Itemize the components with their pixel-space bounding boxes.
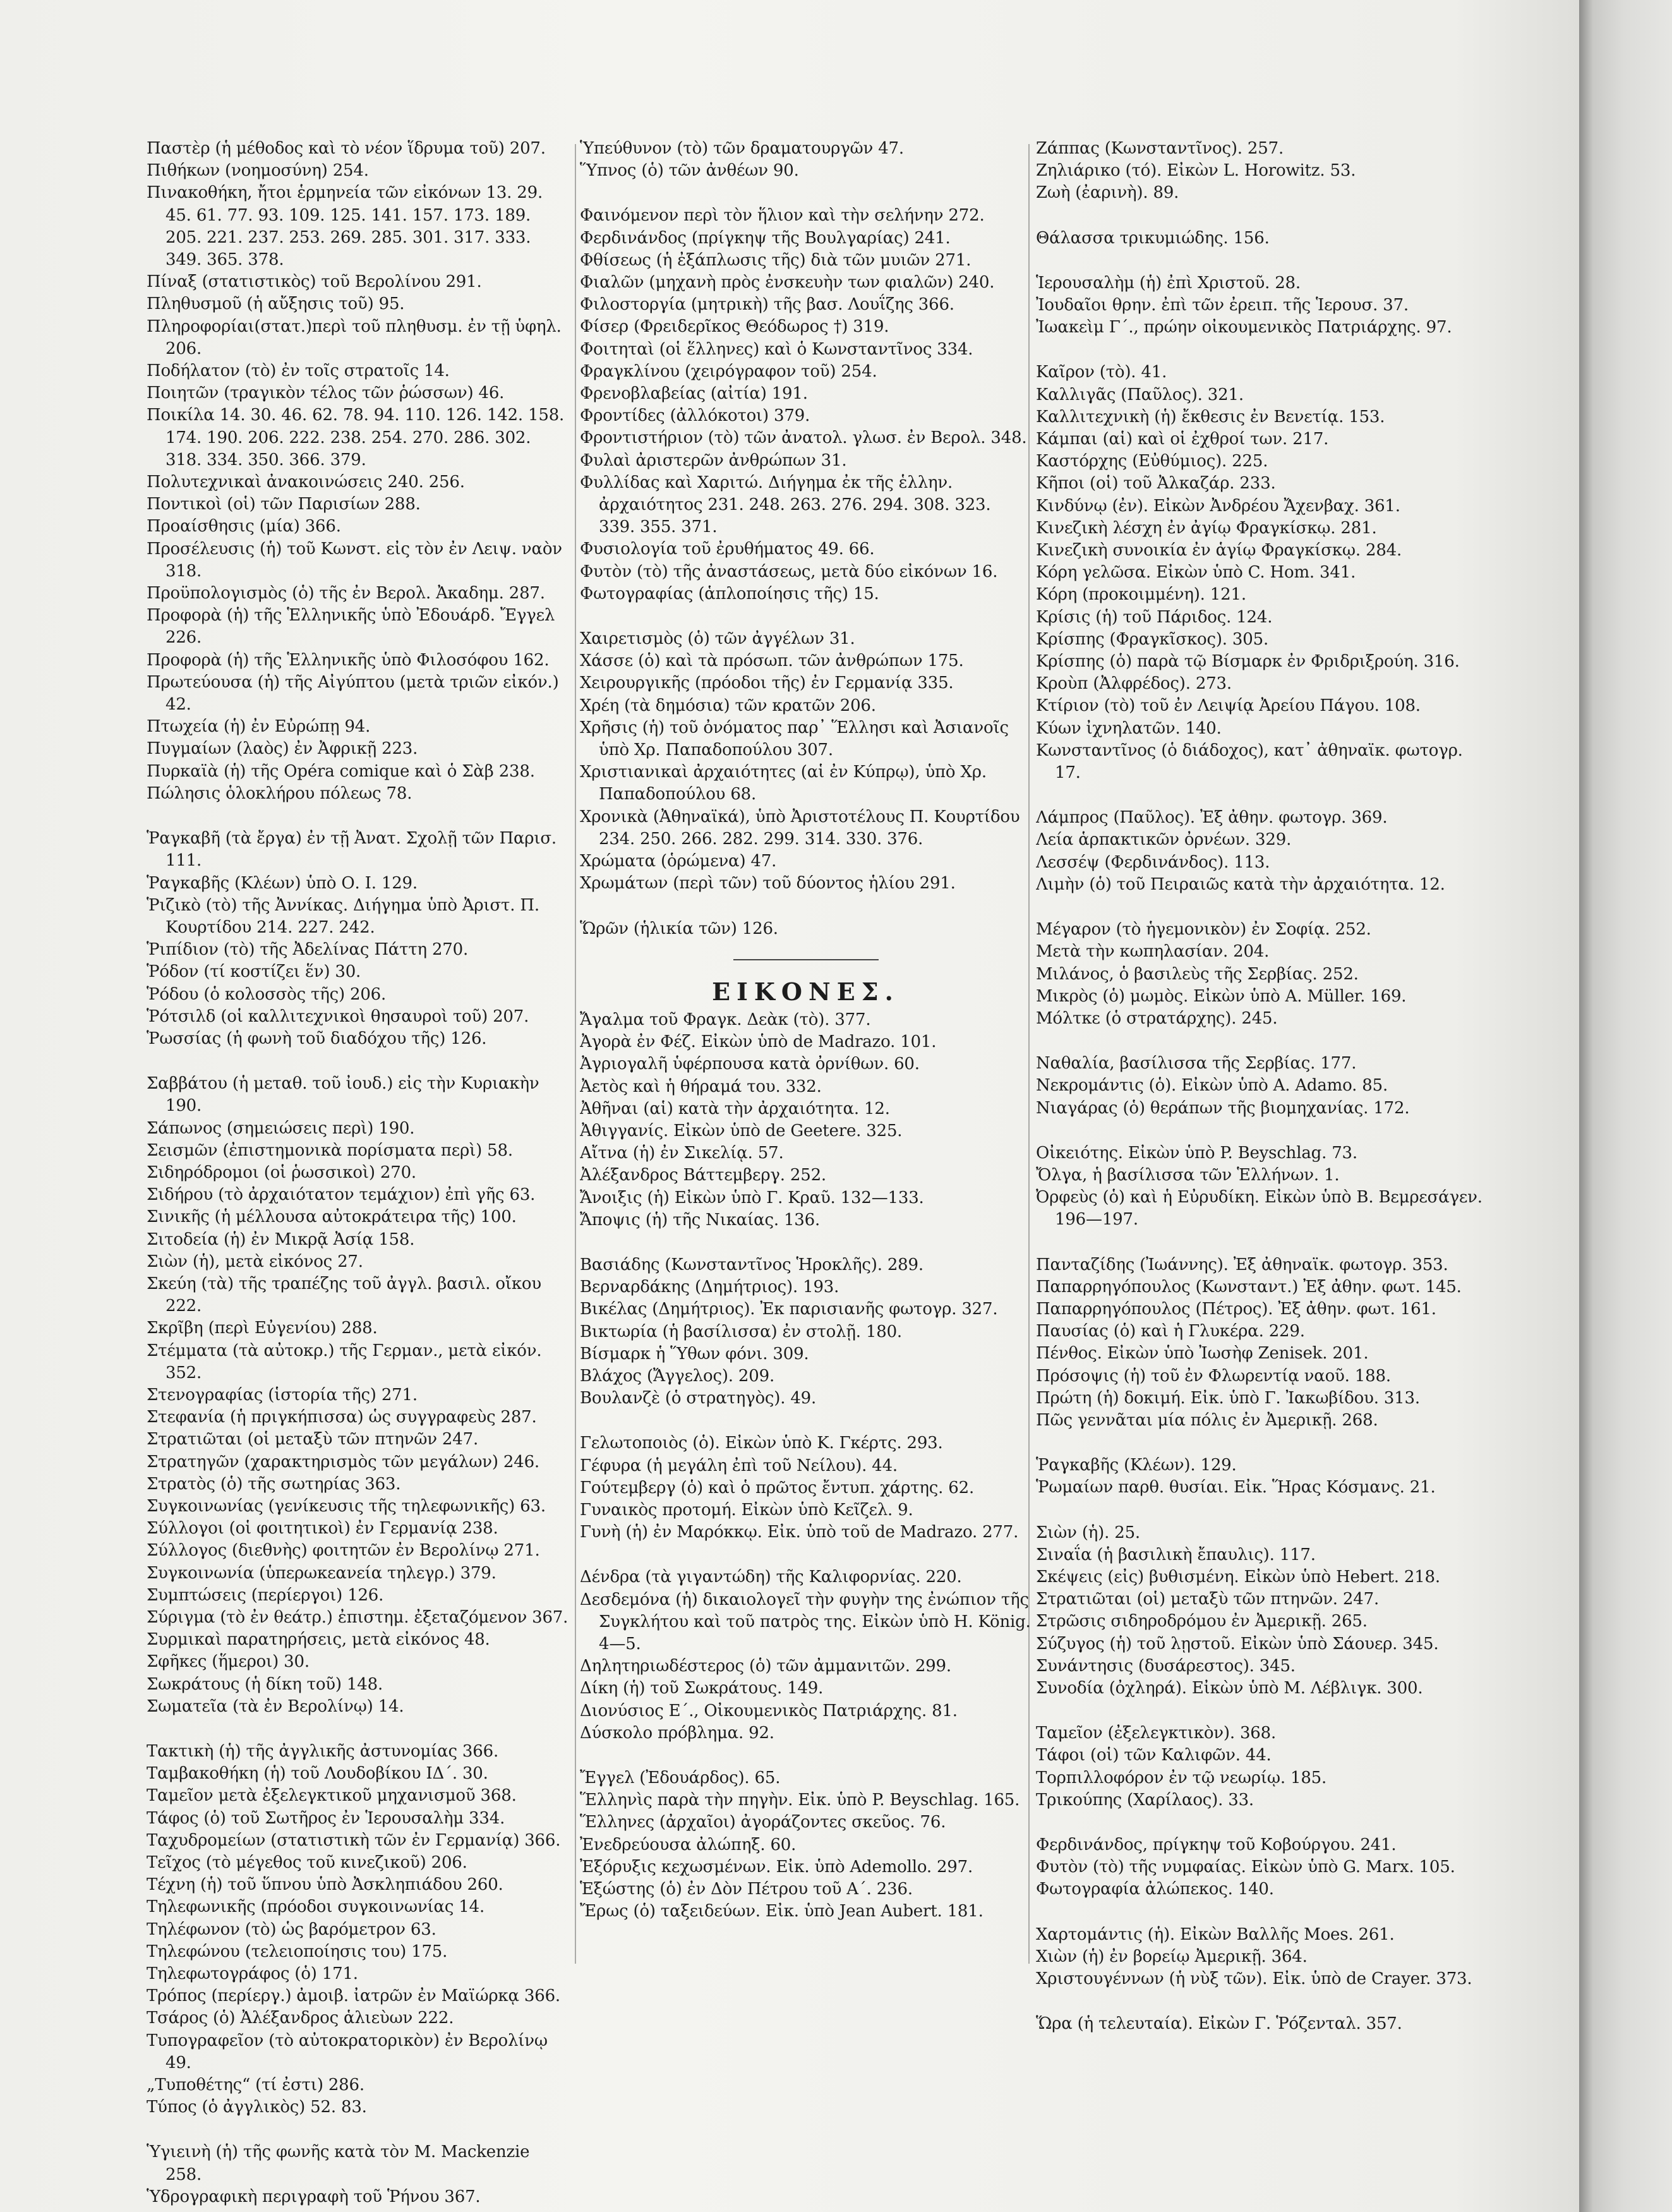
index-entry: Κτίριον (τὸ) τοῦ ἐν Λειψίᾳ Ἀρείου Πάγου. 108. (1036, 696, 1421, 716)
index-entry: Ἰουδαῖοι θρην. ἐπὶ τῶν ἐρειπ. τῆς Ἱερουσ. 37. (1036, 296, 1409, 315)
group-gap (1036, 1231, 1491, 1254)
index-entry: Συρμικαὶ παρατηρήσεις, μετὰ εἰκόνος 48. (147, 1630, 490, 1650)
index-entry: Βλάχος (Ἄγγελος). 209. (580, 1366, 775, 1386)
index-entry: Ὄλγα, ἡ βασίλισσα τῶν Ἑλλήνων. 1. (1036, 1165, 1340, 1185)
index-entry: Χαιρετισμὸς (ὁ) τῶν ἀγγέλων 31. (580, 629, 855, 649)
index-entry: Ῥότσιλδ (οἱ καλλιτεχνικοὶ θησαυροὶ τοῦ) 207. (147, 1006, 529, 1026)
index-letter-group (147, 2141, 570, 2208)
index-entry: Σιδήρου (τὸ ἀρχαιότατον τεμάχιον) ἐπὶ γῆς 63. (147, 1185, 536, 1205)
index-entry: Φυσιολογία τοῦ ἐρυθήματος 49. 66. (580, 540, 875, 559)
index-entry: Χάσσε (ὁ) καὶ τὰ πρόσωπ. τῶν ἀνθρώπων 175. (580, 651, 964, 671)
index-entry: Ῥόδον (τί κοστίζει ἕν) 30. (147, 962, 361, 982)
index-entry: Χρωμάτων (περὶ τῶν) τοῦ δύοντος ἡλίου 291. (580, 874, 956, 893)
index-entry: Τακτικὴ (ἡ) τῆς ἀγγλικῆς ἀστυνομίας 366. (147, 1742, 499, 1762)
index-letter-group (1036, 1924, 1491, 1991)
index-entry: Ναθαλία, βασίλισσα τῆς Σερβίας. 177. (1036, 1054, 1357, 1073)
group-gap (147, 1718, 570, 1741)
index-entry: Χρῆσις (ἡ) τοῦ ὀνόματος παρ᾽ Ἕλλησι καὶ Ἀσιανοῖς ὑπὸ Χρ. Παπαδοπούλου 307. (580, 718, 1009, 760)
index-entry: Τυπογραφεῖον (τὸ αὐτοκρατορικὸν) ἐν Βερολίνῳ 49. (147, 2031, 548, 2072)
index-entry: Νιαγάρας (ὁ) θεράπων τῆς βιομηχανίας. 172. (1036, 1098, 1410, 1118)
index-column-2 (580, 138, 1031, 1923)
index-column-1 (147, 138, 570, 2208)
index-entry: Σύλλογος (διεθνὴς) φοιτητῶν ἐν Βερολίνῳ 271. (147, 1541, 540, 1561)
group-gap (1036, 1030, 1491, 1053)
index-entry: Ὕπνος (ὁ) τῶν ἀνθέων 90. (580, 161, 799, 181)
group-gap (580, 895, 1031, 918)
index-entry: Χειρουργικῆς (πρόοδοι τῆς) ἐν Γερμανίᾳ 335. (580, 674, 954, 693)
index-entry: Τσάρος (ὁ) Ἀλέξανδρος ἁλιεὺων 222. (147, 2009, 454, 2028)
index-entry: Φρενοβλαβείας (αἰτία) 191. (580, 384, 808, 404)
index-entry: Ὑγιεινὴ (ἡ) τῆς φωνῆς κατὰ τὸν M. Mackenzie 258. (147, 2142, 530, 2184)
index-entry: Καλλιτεχνικὴ (ἡ) ἔκθεσις ἐν Βενετίᾳ. 153. (1036, 407, 1385, 426)
index-entry: Στρατιῶται (οἱ μεταξὺ τῶν πτηνῶν 247. (147, 1430, 479, 1449)
index-letter-group (580, 205, 1031, 605)
index-letter-group (1036, 1142, 1491, 1231)
index-entry: Πίναξ (στατιστικὸς) τοῦ Βερολίνου 291. (147, 272, 482, 292)
index-entry: Στρατηγῶν (χαρακτηρισμὸς τῶν μεγάλων) 246. (147, 1452, 539, 1472)
index-entry: Προφορὰ (ἡ) τῆς Ἑλληνικῆς ὑπὸ Ἐδουάρδ. Ἔγγελ 226. (147, 606, 555, 648)
index-entry: Στέμματα (τὰ αὐτοκρ.) τῆς Γερμαν., μετὰ εἰκόν. 352. (147, 1341, 542, 1382)
index-entry: Σάπωνος (σημειώσεις περὶ) 190. (147, 1118, 415, 1138)
index-entry: Γέφυρα (ἡ μεγάλη ἐπὶ τοῦ Νείλου). 44. (580, 1456, 898, 1475)
index-entry: Γυνὴ (ἡ) ἐν Μαρόκκῳ. Εἰκ. ὑπὸ τοῦ de Madrazo. 277. (580, 1523, 1019, 1542)
index-entry: Φωτογραφίας (ἁπλοποίησις τῆς) 15. (580, 584, 879, 603)
index-entry: Μέγαρον (τὸ ἡγεμονικὸν) ἐν Σοφίᾳ. 252. (1036, 920, 1371, 940)
index-entry: „Τυποθέτης“ (τί ἐστι) 286. (147, 2076, 364, 2095)
index-entry: Κινεζικὴ λέσχη ἐν ἀγίῳ Φραγκίσκῳ. 281. (1036, 518, 1377, 538)
index-entry: Τηλεφωνικῆς (πρόοδοι συγκοινωνίας 14. (147, 1897, 485, 1917)
index-entry: Δίκη (ἡ) τοῦ Σωκράτους. 149. (580, 1679, 824, 1698)
index-entry: Χριστιανικαὶ ἀρχαιότητες (αἱ ἐν Κύπρῳ), ὑπὸ Χρ. Παπαδοπούλου 68. (580, 763, 987, 804)
index-letter-group (580, 628, 1031, 895)
index-entry: Ἔγγελ (Ἐδουάρδος). 65. (580, 1768, 781, 1787)
index-letter-group (580, 1767, 1031, 1923)
index-entry: Χριστουγέννων (ἡ νὺξ τῶν). Εἰκ. ὑπὸ de Crayer. 373. (1036, 1969, 1472, 1989)
group-gap (580, 605, 1031, 628)
index-entry: Πώλησις ὁλοκλήρου πόλεως 78. (147, 783, 412, 803)
index-entry: Σεισμῶν (ἐπιστημονικὰ πορίσματα περὶ) 58. (147, 1140, 513, 1160)
index-letter-group (1036, 1454, 1491, 1499)
index-entry: Τηλεφώνου (τελειοποίησις του) 175. (147, 1942, 448, 1961)
index-letter-group (1036, 1722, 1491, 1811)
index-entry: Πένθος. Εἰκὼν ὑπὸ Ἰωσὴφ Zenisek. 201. (1036, 1344, 1369, 1363)
index-entry: Ζωὴ (ἐαρινὴ). 89. (1036, 183, 1179, 203)
index-entry: Ῥόδου (ὁ κολοσσὸς τῆς) 206. (147, 984, 387, 1004)
page-binding-edge (1579, 0, 1672, 2212)
index-entry: Ζάππας (Κωνσταντῖνος). 257. (1036, 139, 1284, 158)
index-entry: Κινεζικὴ συνοικία ἐν ἁγίῳ Φραγκίσκῳ. 284. (1036, 541, 1402, 560)
column-rule (575, 144, 576, 1964)
index-letter-group (1036, 919, 1491, 1030)
index-entry: Φοιτηταὶ (οἱ ἕλληνες) καὶ ὁ Κωνσταντῖνος 334. (580, 339, 973, 359)
index-entry: Χρέη (τὰ δημόσια) τῶν κρατῶν 206. (580, 696, 876, 715)
index-entry: Στεφανία (ἡ πριγκήπισσα) ὡς συγγραφεὺς 287. (147, 1408, 537, 1427)
group-gap (147, 1050, 570, 1073)
index-entry: Ταμεῖον (ἐξελεγκτικὸν). 368. (1036, 1724, 1277, 1743)
index-entry: Ποδήλατον (τὸ) ἐν τοῖς στρατοῖς 14. (147, 361, 450, 381)
index-entry: Φυλλίδας καὶ Χαριτώ. Διήγημα ἐκ τῆς ἑλλην. ἀρχαιότητος 231. 248. 263. 276. 294. 308. 323. 339. 355. 371. (580, 473, 991, 537)
index-entry: Ῥιπίδιον (τὸ) τῆς Ἀδελίνας Πάττη 270. (147, 940, 469, 960)
group-gap (147, 805, 570, 828)
index-entry: Βουλανζὲ (ὁ στρατηγὸς). 49. (580, 1389, 817, 1408)
index-entry: Χρώματα (ὁρώμενα) 47. (580, 852, 777, 871)
index-entry: Ὑπεύθυνον (τὸ) τῶν δραματουργῶν 47. (580, 139, 904, 158)
index-entry: Φροντίδες (ἀλλόκοτοι) 379. (580, 406, 810, 426)
group-gap (580, 1231, 1031, 1254)
index-entry: Κινδύνῳ (ἐν). Εἰκὼν Ἀνδρέου Ἄχενβαχ. 361. (1036, 496, 1400, 516)
index-entry: Λιμὴν (ὁ) τοῦ Πειραιῶς κατὰ τὴν ἀρχαιότητα. 12. (1036, 874, 1445, 894)
group-gap (1036, 339, 1491, 361)
index-entry: Δένδρα (τὰ γιγαντώδη) τῆς Καλιφορνίας. 220. (580, 1568, 962, 1587)
index-entry: Συγκοινωνία (ὑπερωκεανεία τηλεγρ.) 379. (147, 1563, 496, 1583)
index-entry: Ταμεῖον μετὰ ἐξελεγκτικοῦ μηχανισμοῦ 368. (147, 1786, 517, 1806)
index-entry: Ποιητῶν (τραγικὸν τέλος τῶν ῥώσσων) 46. (147, 384, 505, 403)
index-entry: Ἀθιγγανίς. Εἰκὼν ὑπὸ de Geetere. 325. (580, 1121, 903, 1140)
index-entry: Προϋπολογισμὸς (ὁ) τῆς ἐν Βερολ. Ἀκαδημ. 287. (147, 584, 545, 603)
index-entry: Βικέλας (Δημήτριος). Ἐκ παρισιανῆς φωτογρ. 327. (580, 1300, 998, 1319)
index-entry: Κροὺπ (Ἀλφρέδος). 273. (1036, 674, 1232, 694)
index-letter-group (580, 918, 1031, 940)
index-entry: Φροντιστήριον (τὸ) τῶν ἀνατολ. γλωσ. ἐν Βερολ. 348. (580, 428, 1027, 448)
index-entry: Ποικίλα 14. 30. 46. 62. 78. 94. 110. 126. 142. 158. 174. 190. 206. 222. 238. 254. 270. 286. 302. 318. 334. 350. 366. 379. (147, 406, 565, 469)
index-entry: Ἕλληνὶς παρὰ τὴν πηγὴν. Εἰκ. ὑπὸ P. Beyschlag. 165. (580, 1791, 1020, 1810)
index-entry: Παστὲρ (ἡ μέθοδος καὶ τὸ νέον ἵδρυμα τοῦ) 207. (147, 139, 546, 158)
index-entry: Πρωτεύουσα (ἡ) τῆς Αἰγύπτου (μετὰ τριῶν εἰκόν.) 42. (147, 672, 559, 715)
index-entry: Ἀθῆναι (αἱ) κατὰ τὴν ἀρχαιότητα. 12. (580, 1099, 890, 1118)
index-entry: Ἕλληνες (ἀρχαῖοι) ἀγοράζοντες σκεῦος. 76. (580, 1813, 946, 1832)
group-gap (1036, 1901, 1491, 1924)
index-entry: Τρικούπης (Χαρίλαος). 33. (1036, 1790, 1254, 1810)
index-entry: Κόρη γελῶσα. Εἰκὼν ὑπὸ C. Hom. 341. (1036, 563, 1356, 583)
index-entry: Ἀλέξανδρος Βάττεμβεργ. 252. (580, 1166, 826, 1185)
index-entry: Οἰκειότης. Εἰκὼν ὑπὸ P. Beyschlag. 73. (1036, 1143, 1357, 1163)
index-entry: Ῥαγκαβῆς (Κλέων) ὑπὸ Ο. Ι. 129. (147, 873, 418, 893)
index-letter-group (580, 1566, 1031, 1744)
index-letter-group (580, 1009, 1031, 1231)
index-entry: Λάμπρος (Παῦλος). Ἐξ ἀθην. φωτογρ. 369. (1036, 808, 1388, 828)
index-entry: Σιτοδεία (ἡ) ἐν Μικρᾷ Ἀσίᾳ 158. (147, 1230, 415, 1249)
index-entry: Γελωτοποιὸς (ὁ). Εἰκὼν ὑπὸ Κ. Γκέρτς. 293. (580, 1434, 943, 1453)
index-entry: Τάφος (ὁ) τοῦ Σωτῆρος ἐν Ἱερουσαλὴμ 334. (147, 1808, 505, 1828)
index-entry: Σύριγμα (τὸ ἐν θεάτρ.) ἐπιστημ. ἐξεταζόμενον 367. (147, 1608, 568, 1627)
index-letter-group (580, 138, 1031, 182)
index-letter-group (1036, 807, 1491, 896)
index-entry: Σκέψεις (εἰς) βυθισμένη. Εἰκὼν ὑπὸ Hebert. 218. (1036, 1567, 1440, 1586)
index-entry: Προφορὰ (ἡ) τῆς Ἑλληνικῆς ὑπὸ Φιλοσόφου 162. (147, 650, 550, 670)
index-entry: Πιθήκων (νοημοσύνη) 254. (147, 161, 369, 181)
group-gap (1036, 205, 1491, 227)
index-letter-group (147, 1741, 570, 2118)
index-entry: Τορπιλλοφόρον ἐν τῷ νεωρίῳ. 185. (1036, 1768, 1327, 1787)
index-entry: Πινακοθήκη, ἤτοι ἑρμηνεία τῶν εἰκόνων 13. 29. 45. 61. 77. 93. 109. 125. 141. 157. 173. 189. 205. 221. 237. 253. 269. 285. 301. 317. 333. 349. 365. 378. (147, 183, 543, 270)
index-entry: Ποντικοὶ (οἱ) τῶν Παρισίων 288. (147, 495, 421, 514)
index-entry: Ῥαγκαβῆ (τὰ ἔργα) ἐν τῇ Ἀνατ. Σχολῇ τῶν Παρισ. 111. (147, 829, 557, 871)
index-entry: Γυναικὸς προτομή. Εἰκὼν ὑπὸ Κεῖζελ. 9. (580, 1500, 913, 1520)
index-entry: Ἑξώστης (ὁ) ἐν Δὸν Πέτρου τοῦ Α΄. 236. (580, 1880, 913, 1899)
index-entry: Σύζυγος (ἡ) τοῦ λῃστοῦ. Εἰκὼν ὑπὸ Σάουερ. 345. (1036, 1634, 1439, 1653)
index-entry: Σύλλογοι (οἱ φοιτητικοὶ) ἐν Γερμανίᾳ 238. (147, 1519, 498, 1538)
index-entry: Τεῖχος (τὸ μέγεθος τοῦ κινεζικοῦ) 206. (147, 1853, 467, 1873)
index-entry: Δηλητηριωδέστερος (ὁ) τῶν ἀμμανιτῶν. 299. (580, 1657, 951, 1676)
index-entry: Συμπτώσεις (περίεργοι) 126. (147, 1585, 384, 1605)
index-letter-group (1036, 361, 1491, 784)
index-entry: Ἔρως (ὁ) ταξειδεύων. Εἰκ. ὑπὸ Jean Aubert. 181. (580, 1902, 983, 1921)
index-letter-group (147, 828, 570, 1050)
index-entry: Πῶς γεννᾶται μία πόλις ἐν Ἀμερικῇ. 268. (1036, 1410, 1378, 1430)
index-entry: Δεσδεμόνα (ἡ) δικαιολογεῖ τὴν φυγὴν της ἐνώπιον τῆς Συγκλήτου καὶ τοῦ πατρὸς της. Εἰκὼν ὑπὸ H. König. 4—5. (580, 1590, 1031, 1653)
index-entry: Κόρη (προκοιμμένη). 121. (1036, 585, 1246, 605)
index-entry: Παπαρρηγόπουλος (Κωνσταντ.) Ἐξ ἀθην. φωτ. 145. (1036, 1277, 1462, 1296)
index-entry: Ῥιζικὸ (τὸ) τῆς Ἀννίκας. Διήγημα ὑπὸ Ἀριστ. Π. Κουρτίδου 214. 227. 242. (147, 895, 539, 937)
index-entry: Πτωχεία (ἡ) ἐν Εὐρώπῃ 94. (147, 717, 371, 737)
index-entry: Σιναΐα (ἡ βασιλικὴ ἔπαυλις). 117. (1036, 1545, 1316, 1564)
index-entry: Κρίσπης (Φραγκῖσκος). 305. (1036, 629, 1269, 649)
index-entry: Καστόρχης (Εὐθύμιος). 225. (1036, 452, 1268, 471)
index-entry: Φυλαὶ ἀριστερῶν ἀνθρώπων 31. (580, 450, 847, 470)
index-entry: Ῥωσσίας (ἡ φωνὴ τοῦ διαδόχου τῆς) 126. (147, 1029, 487, 1048)
group-gap (580, 1410, 1031, 1432)
index-entry: Προαίσθησις (μία) 366. (147, 517, 341, 536)
index-letter-group (1036, 272, 1491, 339)
group-gap (580, 182, 1031, 205)
index-entry: Ἀγορὰ ἐν Φέζ. Εἰκὼν ὑπὸ de Madrazo. 101. (580, 1032, 937, 1052)
index-entry: Ῥαγκαβῆς (Κλέων). 129. (1036, 1456, 1237, 1475)
group-gap (1036, 896, 1491, 919)
index-entry: Τάφοι (οἱ) τῶν Καλιφῶν. 44. (1036, 1746, 1272, 1765)
index-entry: Παυσίας (ὁ) καὶ ἡ Γλυκέρα. 229. (1036, 1322, 1305, 1341)
index-entry: Τύπος (ὁ ἀγγλικὸς) 52. 83. (147, 2098, 367, 2117)
index-entry: Βικτωρία (ἡ βασίλισσα) ἐν στολῇ. 180. (580, 1322, 902, 1341)
group-gap (1036, 250, 1491, 272)
index-entry: Πανταζίδης (Ἰωάννης). Ἐξ ἀθηναϊκ. φωτογρ. 353. (1036, 1255, 1448, 1274)
index-entry: Φυτὸν (τὸ) τῆς ἀναστάσεως, μετὰ δύο εἰκόνων 16. (580, 562, 998, 581)
index-entry: Παπαρρηγόπουλος (Πέτρος). Ἐξ ἀθην. φωτ. 161. (1036, 1299, 1436, 1319)
group-gap (1036, 1990, 1491, 2013)
index-entry: Θάλασσα τρικυμιώδης. 156. (1036, 228, 1270, 248)
index-entry: Πυρκαϊὰ (ἡ) τῆς Opéra comique καὶ ὁ Σὰβ 238. (147, 761, 535, 781)
index-entry: Στενογραφίας (ἱστορία τῆς) 271. (147, 1385, 418, 1405)
index-entry: Χαρτομάντις (ἡ). Εἰκὼν Βαλλῆς Moes. 261. (1036, 1925, 1395, 1944)
index-entry: Φιλοστοργία (μητρικὴ) τῆς βασ. Λουΐζης 366. (580, 295, 954, 315)
group-gap (147, 2118, 570, 2141)
index-entry: Λεσσέψ (Φερδινάνδος). 113. (1036, 852, 1270, 872)
index-entry: Κρίσις (ἡ) τοῦ Πάριδος. 124. (1036, 607, 1273, 627)
group-gap (580, 1744, 1031, 1767)
index-letter-group (147, 1073, 570, 1718)
index-entry: Βερναρδάκης (Δημήτριος). 193. (580, 1278, 839, 1297)
index-entry: Συνάντησις (δυσάρεστος). 345. (1036, 1656, 1296, 1676)
index-entry: Ἄγαλμα τοῦ Φραγκ. Δεὰκ (τὸ). 377. (580, 1010, 871, 1029)
index-entry: Σιὼν (ἡ). 25. (1036, 1523, 1140, 1542)
index-entry: Πολυτεχνικαὶ ἀνακοινώσεις 240. 256. (147, 473, 465, 492)
index-letter-group (147, 138, 570, 805)
index-entry: Φυτὸν (τὸ) τῆς νυμφαίας. Εἰκὼν ὑπὸ G. Marx. 105. (1036, 1858, 1455, 1877)
index-letter-group (1036, 1834, 1491, 1901)
index-entry: Ταχυδρομείων (στατιστικὴ τῶν ἐν Γερμανίᾳ) 366. (147, 1830, 561, 1850)
index-entry: Συνοδία (ὀχληρά). Εἰκὼν ὑπὸ M. Λέβλιγκ. 300. (1036, 1678, 1423, 1698)
index-letter-group (1036, 138, 1491, 205)
index-entry: Στρατιῶται (οἱ) μεταξὺ τῶν πτηνῶν. 247. (1036, 1590, 1380, 1609)
index-entry: Σιὼν (ἡ), μετὰ εἰκόνος 27. (147, 1252, 363, 1271)
index-letter-group (1036, 2013, 1491, 2035)
index-entry: Φιαλῶν (μηχανὴ πρὸς ἐνσκευὴν των φιαλῶν) 240. (580, 273, 995, 293)
index-entry: Φαινόμενον περὶ τὸν ἥλιον καὶ τὴν σελήνην 272. (580, 206, 985, 226)
group-gap (1036, 784, 1491, 807)
section-divider (733, 959, 879, 960)
index-entry: Σφῆκες (ἥμεροι) 30. (147, 1652, 310, 1672)
index-entry: Ἀετὸς καὶ ἡ θήραμά του. 332. (580, 1077, 822, 1096)
index-entry: Τηλέφωνον (τὸ) ὡς βαρόμετρον 63. (147, 1919, 436, 1939)
index-letter-group (1036, 227, 1491, 250)
group-gap (1036, 1700, 1491, 1722)
index-entry: Φραγκλίνου (χειρόγραφον τοῦ) 254. (580, 361, 877, 381)
index-entry: Ταμβακοθήκη (ἡ) τοῦ Λουδοβίκου ΙΔ΄. 30. (147, 1764, 488, 1784)
index-entry: Κύων ἰχνηλατῶν. 140. (1036, 718, 1222, 738)
index-entry: Πληροφορίαι(στατ.)περὶ τοῦ πληθυσμ. ἐν τῇ ὑφηλ. 206. (147, 317, 562, 358)
index-entry: Ὥρα (ἡ τελευταία). Εἰκὼν Γ. Ῥόζενταλ. 357. (1036, 2014, 1402, 2034)
index-entry: Καλλιγᾶς (Παῦλος). 321. (1036, 385, 1244, 404)
index-entry: Ὑδρογραφικὴ περιγραφὴ τοῦ Ῥήνου 367. (147, 2187, 481, 2206)
index-entry: Μιλάνος, ὁ βασιλεὺς τῆς Σερβίας. 252. (1036, 964, 1359, 984)
index-entry: Στρῶσις σιδηροδρόμου ἐν Ἀμερικῇ. 265. (1036, 1612, 1368, 1631)
index-entry: Ἀγριογαλῆ ὑφέρπουσα κατὰ ὀρνίθων. 60. (580, 1055, 920, 1074)
index-letter-group (1036, 1254, 1491, 1432)
index-entry: Μετὰ τὴν κωπηλασίαν. 204. (1036, 942, 1270, 962)
index-entry: Λεία ἁρπακτικῶν ὀρνέων. 329. (1036, 830, 1292, 850)
index-entry: Ἄποψις (ἡ) τῆς Νικαίας. 136. (580, 1210, 821, 1230)
index-entry: Κρίσπης (ὁ) παρὰ τῷ Βίσμαρκ ἐν Φριδριξρούη. 316. (1036, 652, 1460, 672)
index-entry: Πρώτη (ἡ) δοκιμή. Εἰκ. ὑπὸ Γ. Ἰακωβίδου. 313. (1036, 1388, 1420, 1408)
index-entry: Πληθυσμοῦ (ἡ αὔξησις τοῦ) 95. (147, 294, 405, 314)
index-entry: Φθίσεως (ἡ ἐξάπλωσις τῆς) διὰ τῶν μυιῶν 271. (580, 250, 971, 270)
index-entry: Νεκρομάντις (ὁ). Εἰκὼν ὑπὸ A. Adamo. 85. (1036, 1076, 1388, 1096)
index-entry: Φωτογραφία ἀλώπεκος. 140. (1036, 1880, 1274, 1899)
index-entry: Δύσκολο πρόβλημα. 92. (580, 1723, 774, 1743)
index-entry: Μικρὸς (ὁ) μωμὸς. Εἰκὼν ὑπὸ A. Müller. 169. (1036, 986, 1407, 1006)
index-entry: Βασιάδης (Κωνσταντῖνος Ἡροκλῆς). 289. (580, 1255, 923, 1274)
group-gap (1036, 1811, 1491, 1834)
index-column-3 (1036, 138, 1491, 2035)
index-entry: Ὥρῶν (ἡλικία τῶν) 126. (580, 919, 778, 938)
index-entry: Φίσερ (Φρειδερῖκος Θεόδωρος †) 319. (580, 317, 889, 337)
index-letter-group (580, 1432, 1031, 1544)
index-entry: Σαββάτου (ἡ μεταθ. τοῦ ἰουδ.) εἰς τὴν Κυριακὴν 190. (147, 1074, 539, 1116)
index-entry: Ῥωμαίων παρθ. θυσίαι. Εἰκ. Ἥρας Κόσμανς. 21. (1036, 1478, 1436, 1497)
index-entry: Μόλτκε (ὁ στρατάρχης). 245. (1036, 1008, 1278, 1028)
index-entry: Σωματεῖα (τὰ ἐν Βερολίνῳ) 14. (147, 1696, 404, 1716)
index-entry: Ἄνοιξις (ἡ) Εἰκὼν ὑπὸ Γ. Κραῦ. 132—133. (580, 1188, 924, 1207)
index-entry: Προσέλευσις (ἡ) τοῦ Κωνστ. εἰς τὸν ἐν Λειψ. ναὸν 318. (147, 539, 562, 581)
index-letter-group (580, 1254, 1031, 1410)
index-entry: Κωνσταντῖνος (ὁ διάδοχος), κατ᾽ ἀθηναϊκ. φωτογρ. 17. (1036, 740, 1463, 783)
index-letter-group (1036, 1522, 1491, 1700)
index-entry: Καῖρον (τὸ). 41. (1036, 363, 1167, 382)
index-entry: Κῆποι (οἱ) τοῦ Ἀλκαζάρ. 233. (1036, 474, 1276, 493)
group-gap (1036, 1499, 1491, 1522)
index-entry: Πυγμαίων (λαὸς) ἐν Ἀφρικῇ 223. (147, 739, 418, 759)
index-entry: Διονύσιος Ε΄., Οἰκουμενικὸς Πατριάρχης. 81. (580, 1701, 958, 1720)
group-gap (580, 1544, 1031, 1566)
index-entry: Ἐνεδρεύουσα ἀλώπηξ. 60. (580, 1835, 797, 1854)
section-heading: ΕΙΚΟΝΕΣ. (712, 977, 899, 1006)
index-entry: Πρόσοψις (ἡ) τοῦ ἐν Φλωρεντίᾳ ναοῦ. 188. (1036, 1366, 1391, 1386)
index-entry: Χιὼν (ἡ) ἐν βορείῳ Ἀμερικῇ. 364. (1036, 1947, 1308, 1966)
index-entry: Αἴτνα (ἡ) ἐν Σικελίᾳ. 57. (580, 1144, 784, 1163)
index-entry: Σινικῆς (ἡ μέλλουσα αὐτοκράτειρα τῆς) 100. (147, 1207, 517, 1227)
index-letter-group (1036, 1053, 1491, 1120)
index-entry: Ἰωακεὶμ Γ΄., πρώην οἰκουμενικὸς Πατριάρχης. 97. (1036, 318, 1452, 337)
group-gap (1036, 1432, 1491, 1454)
index-entry: Ἱερουσαλὴμ (ἡ) ἐπὶ Χριστοῦ. 28. (1036, 273, 1301, 293)
index-entry: Βίσμαρκ ἡ Ὕθων φόνι. 309. (580, 1344, 809, 1363)
index-entry: Σιδηρόδρομοι (οἱ ῥωσσικοὶ) 270. (147, 1163, 416, 1182)
index-entry: Ζηλιάρικο (τό). Εἰκὼν L. Horowitz. 53. (1036, 161, 1356, 181)
index-entry: Ὀρφεὺς (ὁ) καὶ ἡ Εὐρυδίκη. Εἰκὼν ὑπὸ B. Βεμρεσάγεν. 196—197. (1036, 1188, 1483, 1230)
index-entry: Ἐξόρυξις κεχωσμένων. Εἰκ. ὑπὸ Ademollo. 297. (580, 1857, 973, 1877)
index-entry: Τηλεφωτογράφος (ὁ) 171. (147, 1964, 358, 1984)
index-entry: Σωκράτους (ἡ δίκη τοῦ) 148. (147, 1674, 383, 1694)
index-entry: Συγκοινωνίας (γενίκευσις τῆς τηλεφωνικῆς) 63. (147, 1496, 546, 1516)
index-entry: Σκρῖβη (περὶ Εὐγενίου) 288. (147, 1319, 378, 1338)
index-entry: Τέχνη (ἡ) τοῦ ὕπνου ὑπὸ Ἀσκληπιάδου 260. (147, 1875, 503, 1895)
group-gap (1036, 1120, 1491, 1142)
index-entry: Γούτεμβεργ (ὁ) καὶ ὁ πρῶτος ἔντυπ. χάρτης. 62. (580, 1478, 975, 1497)
index-entry: Χρονικὰ (Ἀθηναϊκά), ὑπὸ Ἀριστοτέλους Π. Κουρτίδου 234. 250. 266. 282. 299. 314. 330. 376. (580, 807, 1020, 849)
index-entry: Φερδινάνδος, πρίγκηψ τοῦ Κοβούργου. 241. (1036, 1835, 1397, 1854)
index-entry: Κάμπαι (αἱ) καὶ οἱ ἐχθροί των. 217. (1036, 430, 1329, 449)
index-entry: Τρόπος (περίεργ.) ἀμοιβ. ἰατρῶν ἐν Μαϊώρκᾳ 366. (147, 1986, 560, 2006)
index-entry: Στρατὸς (ὁ) τῆς σωτηρίας 363. (147, 1474, 401, 1494)
index-entry: Φερδινάνδος (πρίγκηψ τῆς Βουλγαρίας) 241. (580, 228, 951, 248)
index-entry: Σκεύη (τὰ) τῆς τραπέζης τοῦ ἀγγλ. βασιλ. οἴκου 222. (147, 1274, 541, 1316)
